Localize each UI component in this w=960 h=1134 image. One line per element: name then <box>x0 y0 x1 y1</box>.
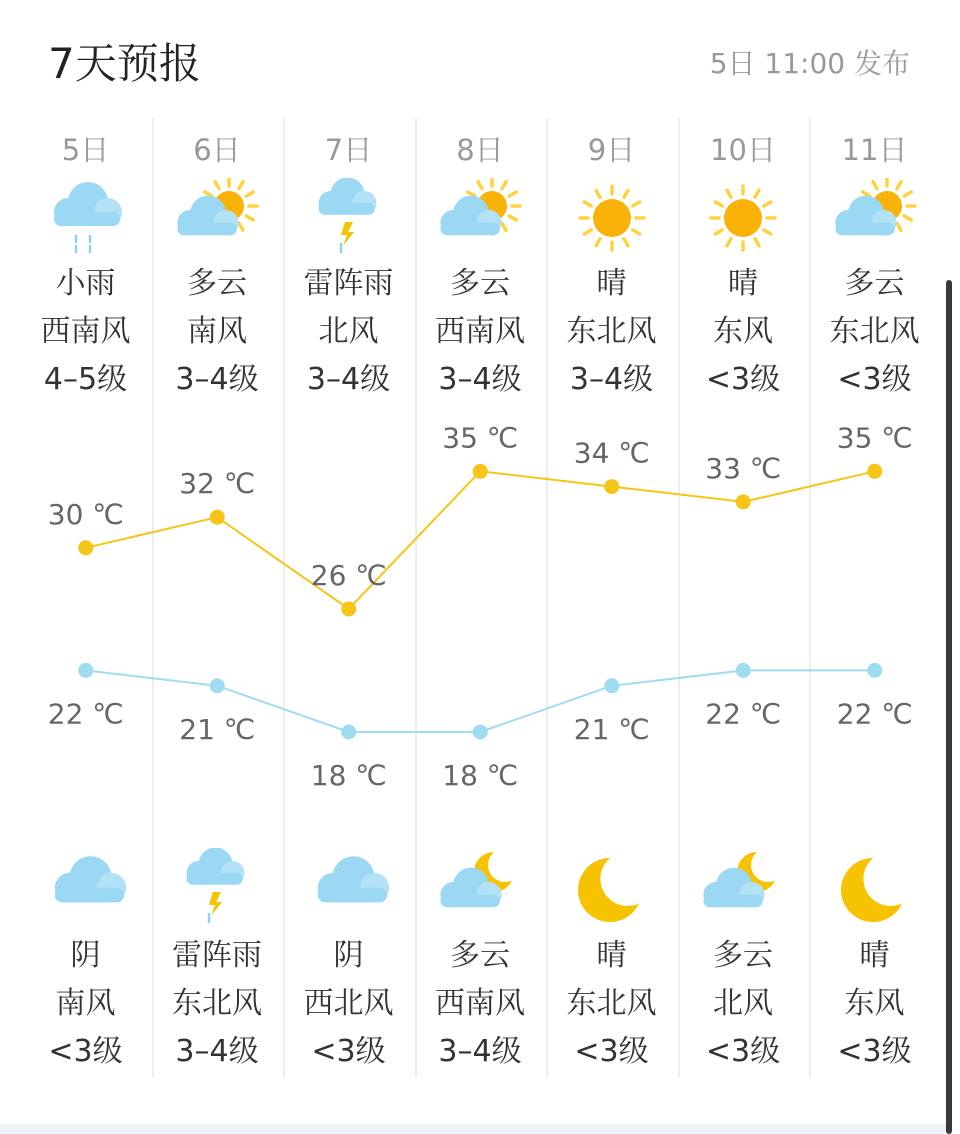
high-temperature-label: 33 ℃ <box>705 451 782 485</box>
thunderstorm-icon <box>169 848 265 928</box>
day-wind-level: 3–4级 <box>438 362 522 397</box>
day-condition: 多云 <box>187 266 247 301</box>
day-wind-direction: 东风 <box>713 314 773 349</box>
night-wind-direction: 东北风 <box>566 986 657 1021</box>
day-wind-direction: 东北风 <box>566 314 657 349</box>
scrollbar[interactable] <box>946 280 952 1134</box>
night-wind-level: <3级 <box>48 1034 123 1069</box>
night-wind-level: 3–4级 <box>175 1034 259 1069</box>
forecast-date: 7日 <box>324 133 373 167</box>
low-temperature-label: 22 ℃ <box>836 697 913 731</box>
forecast-date: 9日 <box>587 133 636 167</box>
column-divider <box>283 118 285 1078</box>
day-wind-direction: 西南风 <box>435 314 525 349</box>
partly-cloudy-icon <box>169 178 265 258</box>
column-divider <box>678 118 680 1078</box>
forecast-date: 8日 <box>456 133 504 167</box>
partly-cloudy-night-icon <box>695 848 791 928</box>
day-wind-level: <3级 <box>837 362 912 397</box>
day-condition: 晴 <box>728 266 758 301</box>
low-temperature-label: 18 ℃ <box>310 759 387 792</box>
night-condition: 阴 <box>70 938 101 973</box>
forecast-date: 5日 <box>61 133 110 167</box>
day-wind-level: 3–4级 <box>306 362 391 397</box>
day-column <box>283 118 414 1078</box>
high-temperature-label: 32 ℃ <box>179 467 256 501</box>
night-condition: 晴 <box>859 938 890 973</box>
day-column <box>20 118 151 1078</box>
day-condition: 小雨 <box>55 266 116 301</box>
day-wind-level: 4–5级 <box>43 362 128 397</box>
moon-icon <box>564 848 660 928</box>
night-wind-direction: 东北风 <box>172 986 262 1021</box>
day-condition: 多云 <box>450 266 510 301</box>
night-condition: 多云 <box>450 938 510 973</box>
day-condition: 雷阵雨 <box>303 266 394 301</box>
night-wind-level: 3–4级 <box>438 1034 522 1069</box>
day-wind-level: 3–4级 <box>569 362 654 397</box>
high-temperature-label: 26 ℃ <box>310 559 387 592</box>
day-condition: 多云 <box>844 266 905 301</box>
publish-time: 5日 11:00 发布 <box>709 47 910 80</box>
cloud-icon <box>38 848 134 928</box>
low-temperature-label: 22 ℃ <box>47 697 124 731</box>
forecast-date: 10日 <box>710 133 776 167</box>
column-divider <box>809 118 811 1078</box>
night-wind-level: <3级 <box>574 1034 649 1069</box>
day-column <box>152 118 283 1078</box>
night-condition: 阴 <box>333 938 364 973</box>
night-wind-direction: 西北风 <box>303 986 394 1021</box>
day-wind-direction: 西南风 <box>40 314 131 349</box>
high-temperature-label: 30 ℃ <box>47 497 124 531</box>
partly-cloudy-icon <box>827 178 923 258</box>
sun-icon <box>564 178 660 258</box>
low-temperature-label: 22 ℃ <box>705 697 782 731</box>
day-condition: 晴 <box>596 266 627 301</box>
rain-cloud-icon <box>38 178 134 258</box>
bottom-bar <box>0 1124 946 1134</box>
forecast-header <box>0 0 960 118</box>
cloud-icon <box>301 848 397 928</box>
column-divider <box>152 118 154 1078</box>
day-column <box>678 118 809 1078</box>
day-wind-level: 3–4级 <box>175 362 259 397</box>
night-wind-level: <3级 <box>705 1034 781 1069</box>
night-wind-level: <3级 <box>311 1034 386 1069</box>
day-wind-level: <3级 <box>705 362 781 397</box>
night-condition: 晴 <box>596 938 627 973</box>
low-temperature-label: 21 ℃ <box>573 712 650 746</box>
forecast-date: 11日 <box>841 133 908 167</box>
partly-cloudy-night-icon <box>432 848 528 928</box>
day-column <box>809 118 940 1078</box>
moon-icon <box>827 848 923 928</box>
night-condition: 多云 <box>713 938 773 973</box>
night-wind-direction: 西南风 <box>435 986 525 1021</box>
column-divider <box>415 118 417 1078</box>
sun-icon <box>695 178 791 258</box>
day-column <box>546 118 677 1078</box>
night-wind-direction: 东风 <box>844 986 905 1021</box>
night-wind-direction: 南风 <box>55 986 116 1021</box>
high-temperature-label: 35 ℃ <box>442 421 519 455</box>
night-wind-level: <3级 <box>837 1034 912 1069</box>
day-column <box>415 118 546 1078</box>
page-title: 7天预报 <box>48 39 201 88</box>
forecast-date: 6日 <box>193 133 241 167</box>
night-condition: 雷阵雨 <box>172 938 262 973</box>
thunderstorm-icon <box>301 178 397 258</box>
day-wind-direction: 东北风 <box>829 314 920 349</box>
low-temperature-label: 18 ℃ <box>442 759 519 792</box>
low-temperature-label: 21 ℃ <box>179 712 256 746</box>
day-wind-direction: 北风 <box>318 314 379 349</box>
column-divider <box>546 118 548 1078</box>
high-temperature-label: 34 ℃ <box>573 436 650 470</box>
high-temperature-label: 35 ℃ <box>836 421 913 455</box>
partly-cloudy-icon <box>432 178 528 258</box>
night-wind-direction: 北风 <box>713 986 773 1021</box>
day-wind-direction: 南风 <box>187 314 247 349</box>
